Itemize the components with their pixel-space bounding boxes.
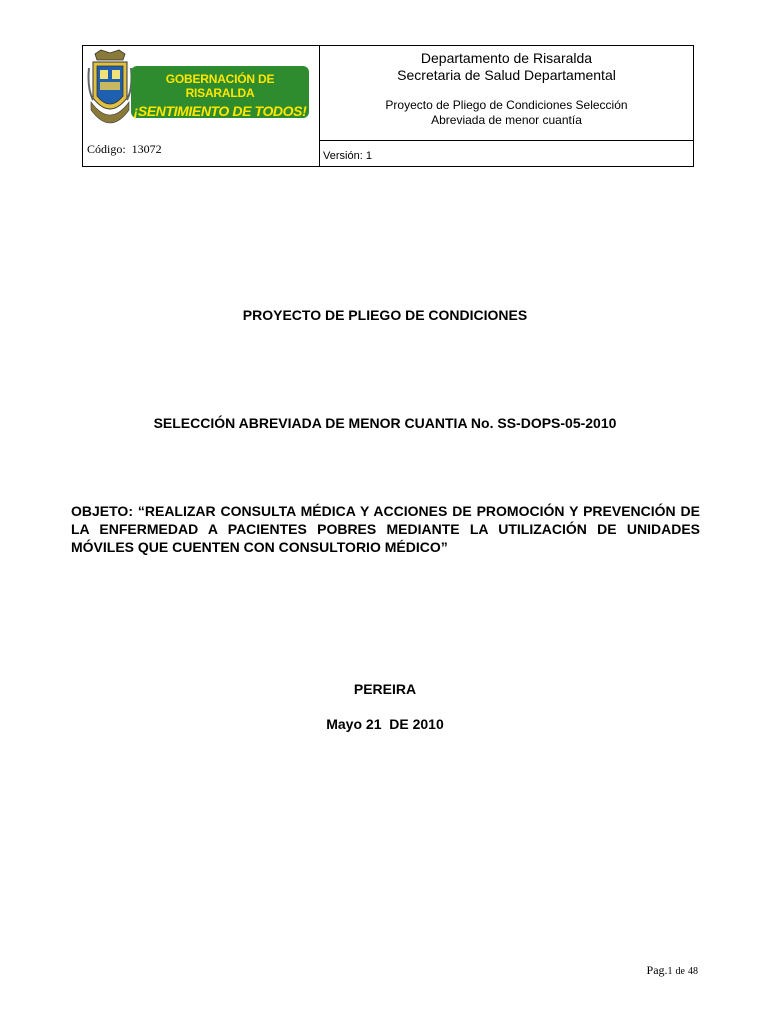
gobernacion-logo-banner (131, 66, 309, 118)
city: PEREIRA (353, 681, 417, 697)
document-date: Mayo 21 DE 2010 (326, 716, 444, 732)
main-title: PROYECTO DE PLIEGO DE CONDICIONES (242, 307, 528, 323)
logo-cell (83, 46, 320, 140)
header-title-cell (320, 46, 693, 140)
page-prefix: Pag. (646, 963, 668, 977)
selection-title: SELECCIÓN ABREVIADA DE MENOR CUANTIA No. SS-DOPS-05-2010 (153, 415, 617, 431)
page-number-footer (647, 963, 698, 978)
version-cell (320, 140, 693, 166)
secretariat-name: Secretaria de Salud Departamental (397, 67, 616, 83)
project-title-line1: Proyecto de Pliego de Condiciones Selección (385, 98, 628, 112)
project-title-line2: Abreviada de menor cuantía (431, 113, 582, 127)
version-value: 1 (365, 150, 372, 162)
logo-line2: ¡SENTIMIENTO DE TODOS! (133, 103, 307, 119)
code-value: 13072 (131, 142, 162, 156)
department-name: Departamento de Risaralda (420, 50, 593, 66)
objeto-paragraph: OBJETO: “REALIZAR CONSULTA MÉDICA Y ACCIONES DE PROMOCIÓN Y PREVENCIÓN DE LA ENFERMEDAD A PACIENTES POBRES MEDIANTE LA UTILIZACIÓN DE UNIDADES MÓVILES QUE CUENTEN CON CONSULTORIO MÉDICO” (71, 503, 700, 555)
code-cell (83, 140, 320, 166)
logo-line1: GOBERNACIÓN DE RISARALDA (165, 72, 275, 100)
document-header-table (82, 45, 694, 167)
code-label: Código: (87, 142, 126, 156)
page-of: de (675, 966, 685, 977)
page-total: 48 (688, 966, 698, 977)
risaralda-seal-icon (87, 48, 133, 136)
version-label: Versión: (323, 150, 363, 162)
page-number: 1 (667, 966, 673, 977)
